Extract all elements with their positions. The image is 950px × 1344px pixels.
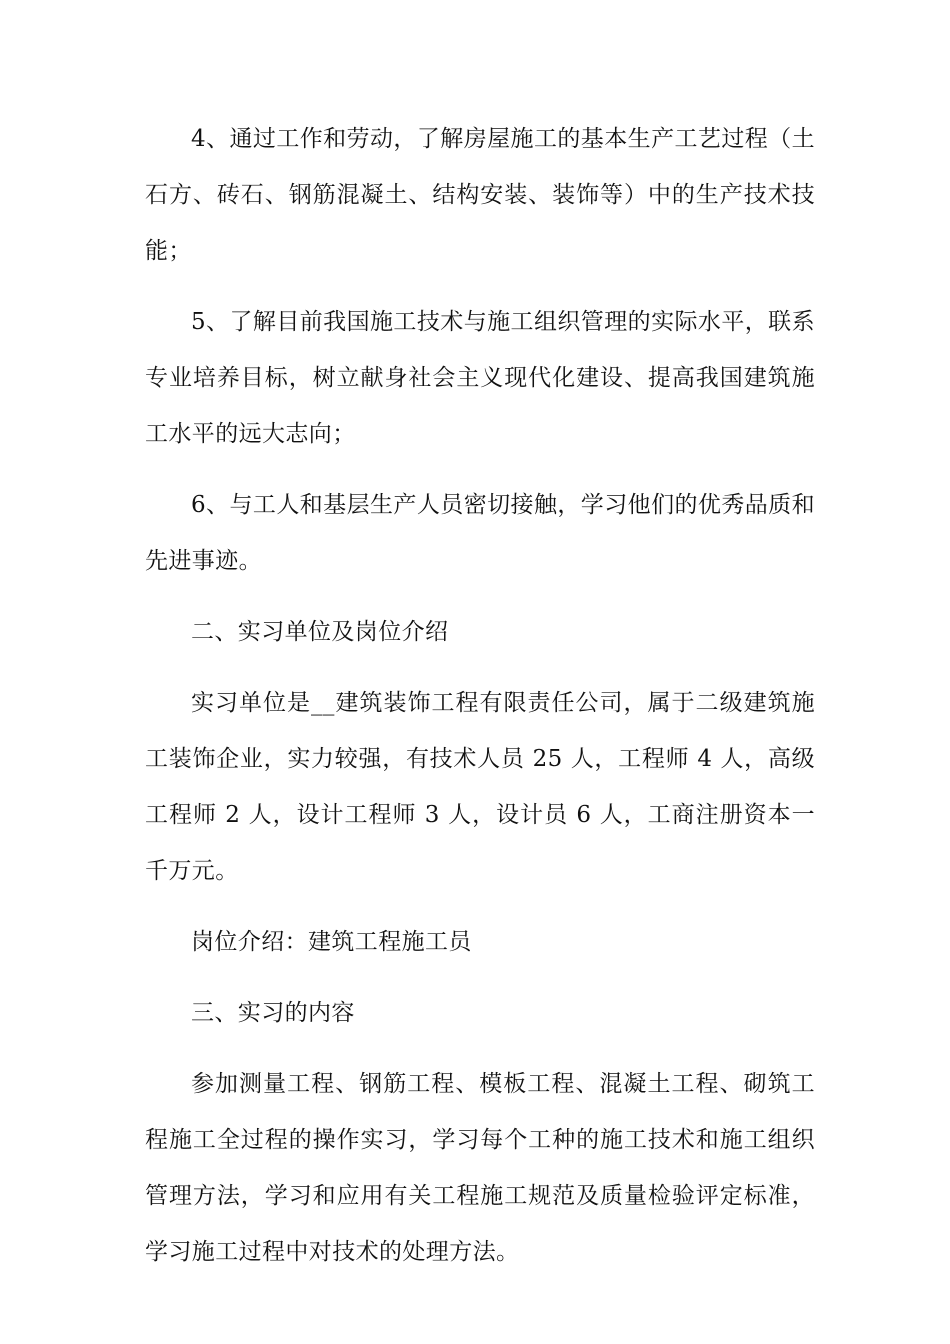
paragraph-item-5: 5、了解目前我国施工技术与施工组织管理的实际水平，联系专业培养目标，树立献身社会主义现代化建设、提高我国建筑施工水平的远大志向； bbox=[145, 309, 815, 447]
paragraph-item-4: 4、通过工作和劳动，了解房屋施工的基本生产工艺过程（土石方、砖石、钢筋混凝土、结构安装、装饰等）中的生产技术技能； bbox=[145, 126, 815, 264]
document-body bbox=[145, 111, 815, 1295]
paragraph-internship-unit: 实习单位是__建筑装饰工程有限责任公司，属于二级建筑施工装饰企业，实力较强，有技术人员 25 人，工程师 4 人，高级工程师 2 人，设计工程师 3 人，设计员 6 人，工商注册资本一千万元。 bbox=[145, 690, 815, 884]
section-heading-internship-content: 三、实习的内容 bbox=[191, 1000, 355, 1026]
section-heading-internship-unit: 二、实习单位及岗位介绍 bbox=[191, 619, 449, 645]
paragraph-position-intro: 岗位介绍：建筑工程施工员 bbox=[191, 929, 472, 955]
paragraph-item-6: 6、与工人和基层生产人员密切接触，学习他们的优秀品质和先进事迹。 bbox=[145, 492, 815, 574]
paragraph-internship-content: 参加测量工程、钢筋工程、模板工程、混凝土工程、砌筑工程施工全过程的操作实习，学习每个工种的施工技术和施工组织管理方法，学习和应用有关工程施工规范及质量检验评定标准，学习施工过程中对技术的处理方法。 bbox=[145, 1071, 815, 1265]
